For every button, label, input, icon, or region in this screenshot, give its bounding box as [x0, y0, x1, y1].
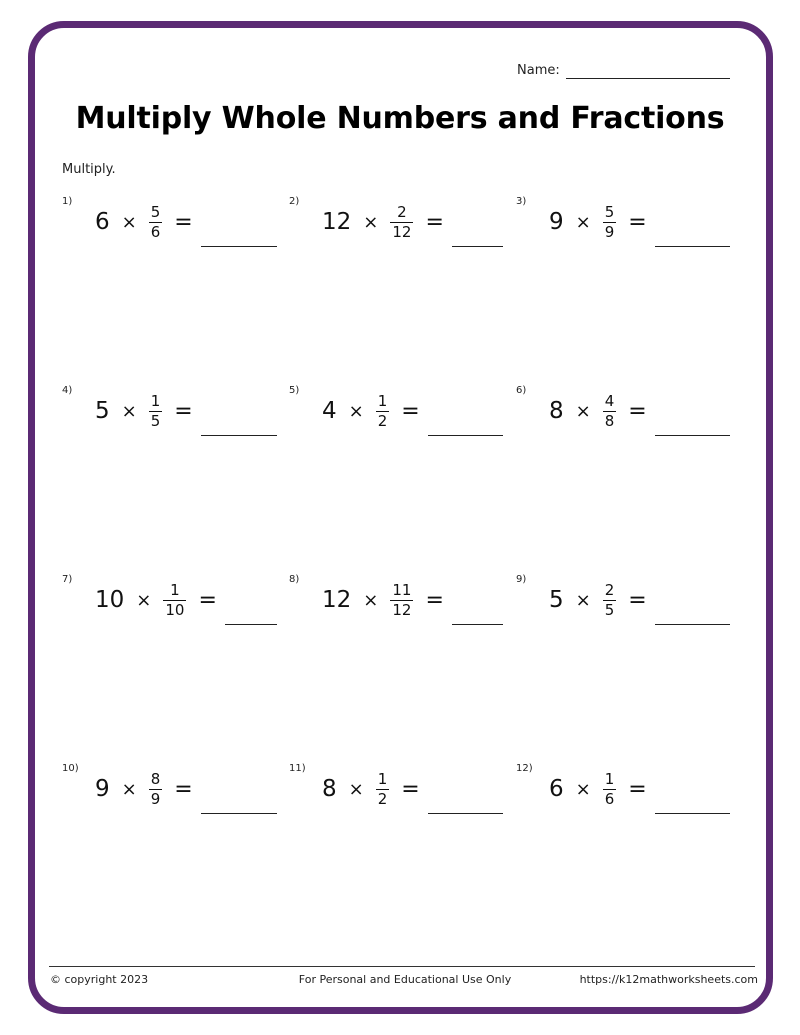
- problem-expression: [95, 385, 277, 437]
- whole-number: 5: [95, 398, 110, 424]
- problem-expression: [549, 574, 730, 626]
- problem-number: 2): [289, 196, 300, 207]
- problem-number: 12): [516, 763, 533, 774]
- whole-number: 8: [549, 398, 564, 424]
- problem-expression: [549, 385, 730, 437]
- problem-item: [516, 196, 736, 256]
- fraction-numerator: 1: [377, 391, 388, 410]
- footer-divider: [49, 966, 755, 967]
- problem-number: 1): [62, 196, 73, 207]
- times-sign: ×: [348, 400, 364, 422]
- times-sign: ×: [121, 778, 137, 800]
- whole-number: 9: [549, 209, 564, 235]
- whole-number: 12: [322, 587, 352, 613]
- whole-number: 12: [322, 209, 352, 235]
- fraction-numerator: 8: [150, 769, 161, 788]
- problem-expression: [95, 763, 277, 815]
- problem-number: 5): [289, 385, 300, 396]
- problem-expression: [322, 385, 503, 437]
- equals-sign: =: [174, 776, 193, 802]
- problem-item: [516, 385, 736, 445]
- fraction-numerator: 1: [604, 769, 615, 788]
- problem-number: 4): [62, 385, 73, 396]
- fraction-denominator: 6: [150, 222, 161, 241]
- problem-expression: [549, 196, 730, 248]
- whole-number: 4: [322, 398, 337, 424]
- fraction: [149, 770, 163, 809]
- fraction: [376, 770, 390, 809]
- fraction-denominator: 9: [604, 222, 615, 241]
- problem-expression: [95, 196, 277, 248]
- answer-blank[interactable]: [225, 623, 277, 625]
- answer-blank[interactable]: [201, 812, 277, 814]
- fraction-numerator: 2: [397, 202, 407, 221]
- answer-blank[interactable]: [428, 812, 503, 814]
- whole-number: 6: [549, 776, 564, 802]
- fraction: [149, 203, 163, 242]
- equals-sign: =: [425, 587, 444, 613]
- problem-number: 3): [516, 196, 527, 207]
- problem-number: 11): [289, 763, 306, 774]
- equals-sign: =: [425, 209, 444, 235]
- times-sign: ×: [121, 211, 137, 233]
- times-sign: ×: [575, 778, 591, 800]
- equals-sign: =: [628, 209, 647, 235]
- fraction-denominator: 6: [604, 789, 615, 808]
- problem-expression: [322, 574, 503, 626]
- problem-number: 7): [62, 574, 73, 585]
- answer-blank[interactable]: [452, 623, 503, 625]
- problem-item: [289, 385, 509, 445]
- fraction-denominator: 12: [392, 600, 412, 619]
- whole-number: 8: [322, 776, 337, 802]
- answer-blank[interactable]: [201, 245, 277, 247]
- answer-blank[interactable]: [655, 434, 730, 436]
- equals-sign: =: [401, 398, 420, 424]
- fraction: [603, 770, 617, 809]
- fraction-numerator: 11: [392, 580, 412, 599]
- problem-number: 10): [62, 763, 79, 774]
- whole-number: 10: [95, 587, 125, 613]
- fraction-denominator: 2: [377, 411, 388, 430]
- problem-expression: [322, 763, 503, 815]
- equals-sign: =: [174, 209, 193, 235]
- equals-sign: =: [198, 587, 217, 613]
- answer-blank[interactable]: [201, 434, 277, 436]
- problem-number: 6): [516, 385, 527, 396]
- problem-item: [62, 385, 282, 445]
- fraction: [603, 581, 617, 620]
- fraction: [390, 581, 413, 620]
- times-sign: ×: [136, 589, 152, 611]
- fraction-denominator: 5: [150, 411, 161, 430]
- equals-sign: =: [628, 398, 647, 424]
- times-sign: ×: [348, 778, 364, 800]
- fraction-denominator: 12: [392, 222, 412, 241]
- whole-number: 6: [95, 209, 110, 235]
- fraction: [149, 392, 163, 431]
- problem-number: 9): [516, 574, 527, 585]
- instruction-text: Multiply.: [62, 162, 116, 177]
- times-sign: ×: [121, 400, 137, 422]
- fraction-denominator: 9: [150, 789, 161, 808]
- fraction-denominator: 5: [604, 600, 615, 619]
- fraction-numerator: 1: [150, 391, 161, 410]
- whole-number: 5: [549, 587, 564, 613]
- equals-sign: =: [174, 398, 193, 424]
- worksheet-title: Multiply Whole Numbers and Fractions: [75, 101, 725, 136]
- fraction: [376, 392, 390, 431]
- answer-blank[interactable]: [655, 245, 730, 247]
- usage-notice: For Personal and Educational Use Only: [298, 973, 512, 986]
- problem-item: [62, 763, 282, 823]
- equals-sign: =: [628, 587, 647, 613]
- fraction-numerator: 4: [604, 391, 615, 410]
- fraction-numerator: 5: [150, 202, 161, 221]
- problem-item: [516, 574, 736, 634]
- problem-item: [62, 196, 282, 256]
- problem-expression: [549, 763, 730, 815]
- times-sign: ×: [363, 589, 379, 611]
- fraction-denominator: 2: [377, 789, 388, 808]
- fraction-numerator: 2: [604, 580, 615, 599]
- fraction: [603, 203, 617, 242]
- times-sign: ×: [363, 211, 379, 233]
- fraction: [163, 581, 186, 620]
- fraction-numerator: 1: [170, 580, 180, 599]
- times-sign: ×: [575, 211, 591, 233]
- problem-expression: [322, 196, 503, 248]
- times-sign: ×: [575, 400, 591, 422]
- answer-blank[interactable]: [452, 245, 503, 247]
- fraction-numerator: 1: [377, 769, 388, 788]
- worksheet-border: [28, 21, 773, 1014]
- answer-blank[interactable]: [655, 623, 730, 625]
- name-field-line[interactable]: [566, 78, 730, 79]
- answer-blank[interactable]: [655, 812, 730, 814]
- fraction: [603, 392, 617, 431]
- fraction-denominator: 10: [165, 600, 185, 619]
- problem-number: 8): [289, 574, 300, 585]
- problem-item: [289, 574, 509, 634]
- answer-blank[interactable]: [428, 434, 503, 436]
- problem-item: [289, 196, 509, 256]
- fraction-denominator: 8: [604, 411, 615, 430]
- problem-item: [516, 763, 736, 823]
- problem-item: [289, 763, 509, 823]
- copyright-text: © copyright 2023: [50, 973, 149, 986]
- times-sign: ×: [575, 589, 591, 611]
- equals-sign: =: [628, 776, 647, 802]
- problem-item: [62, 574, 282, 634]
- problem-expression: [95, 574, 277, 626]
- equals-sign: =: [401, 776, 420, 802]
- site-url-link[interactable]: https://k12mathworksheets.com: [579, 973, 758, 986]
- fraction: [390, 203, 413, 242]
- fraction-numerator: 5: [604, 202, 615, 221]
- whole-number: 9: [95, 776, 110, 802]
- name-label: Name:: [517, 63, 560, 78]
